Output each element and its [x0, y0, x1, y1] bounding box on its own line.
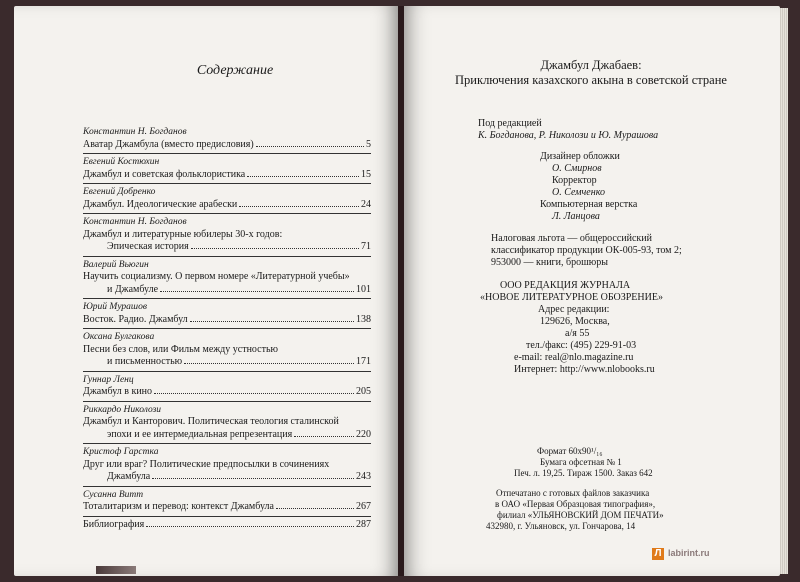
printed-line-3: филиал «УЛЬЯНОВСКИЙ ДОМ ПЕЧАТИ» [497, 510, 664, 520]
phone: тел./факс: (495) 229-91-03 [526, 340, 637, 351]
toc-leader-dots [154, 393, 354, 394]
toc-entry [83, 519, 371, 532]
toc-page-number: 15 [361, 168, 371, 180]
toc-title-line: Восток. Радио. Джамбул [83, 313, 188, 325]
toc-separator [83, 256, 371, 257]
format: Формат 60x90¹/₁₆ [537, 446, 603, 456]
toc-author: Гуннар Ленц [83, 374, 134, 385]
toc-author: Риккардо Николози [83, 404, 162, 415]
toc-separator [83, 298, 371, 299]
toc-page-number: 171 [356, 356, 371, 367]
toc-page-number: 267 [356, 501, 371, 512]
printed-line-1: Отпечатано с готовых файлов заказчика [496, 488, 650, 498]
toc-entry [83, 429, 371, 442]
toc-page-number: 287 [356, 518, 371, 530]
toc-author: Кристоф Гарстка [83, 447, 159, 457]
toc-separator [83, 328, 371, 329]
toc-leader-dots [239, 206, 359, 207]
cover-designer-name: О. Смирнов [552, 163, 602, 174]
toc-separator [83, 183, 371, 184]
toc-leader-dots [190, 321, 354, 322]
toc-separator [83, 516, 371, 517]
toc-leader-dots [256, 146, 364, 147]
toc-leader-dots [191, 248, 359, 249]
printed-line-2: в ОАО «Первая Образцовая типография», [495, 499, 656, 509]
toc-author: Валерий Вьюгин [83, 259, 149, 270]
toc-title-line: Джамбул. Идеологические арабески [83, 198, 238, 210]
toc-author: Юрий Мурашов [83, 302, 147, 312]
toc-entry [83, 241, 371, 254]
address-label: Адрес редакции: [538, 304, 610, 315]
corrector-name: О. Семченко [552, 187, 605, 198]
toc-author: Сусанна Витт [83, 489, 144, 500]
toc-page-number: 5 [366, 138, 371, 150]
toc-title-line: Друг или враг? Политические предпосылки в сочинениях [83, 458, 330, 470]
book-gutter [398, 6, 404, 576]
toc-separator [83, 443, 371, 444]
toc-page-number: 243 [356, 471, 371, 482]
toc-author: Евгений Костюхин [83, 157, 160, 167]
paper: Бумага офсетная № 1 [540, 457, 622, 467]
toc-entry [83, 139, 371, 152]
toc-author: Константин Н. Богданов [83, 127, 187, 137]
page-corner-mark [96, 566, 136, 574]
toc-title-line: Песни без слов, или Фильм между устностью [83, 343, 279, 355]
toc-title: Содержание [196, 63, 274, 78]
toc-leader-dots [146, 526, 354, 527]
toc-title-line: Джамбул в кино [83, 386, 153, 397]
toc-entry [83, 471, 371, 484]
toc-separator [83, 486, 371, 487]
toc-page-number: 71 [361, 241, 371, 252]
corrector-label: Корректор [552, 175, 597, 186]
toc-title-line: Эпическая история [107, 241, 189, 252]
toc-separator [83, 371, 371, 372]
tax-line-2: классификатор продукции ОК-005-93, том 2; [491, 245, 682, 256]
toc-page-number: 101 [356, 283, 371, 295]
toc-leader-dots [247, 176, 359, 177]
toc-title-line: Джамбула [107, 471, 151, 482]
address-line-2: а/я 55 [565, 328, 590, 339]
cover-designer-label: Дизайнер обложки [540, 151, 620, 162]
toc-title-line: Джамбул и советская фольклористика [83, 168, 246, 180]
toc-entry [83, 284, 371, 297]
layout-label: Компьютерная верстка [540, 199, 638, 210]
toc-leader-dots [184, 363, 354, 364]
table-of-contents [83, 126, 371, 531]
toc-author: Евгений Добренко [83, 187, 156, 197]
toc-leader-dots [294, 436, 354, 437]
toc-author: Константин Н. Богданов [83, 217, 187, 227]
toc-page-number: 220 [356, 428, 371, 440]
editors-names: К. Богданова, Р. Николози и Ю. Мурашова [478, 130, 659, 141]
toc-title-line: Джамбул и Канторович. Политическая теология сталинской [83, 416, 339, 427]
toc-title-line: эпохи и ее интермедиальная репрезентация [107, 428, 293, 440]
website: Интернет: http://www.nlobooks.ru [514, 364, 655, 375]
address-line-1: 129626, Москва, [540, 316, 610, 327]
toc-separator [83, 213, 371, 214]
toc-page-number: 138 [356, 313, 371, 325]
toc-page-number: 205 [356, 386, 371, 397]
toc-separator [83, 401, 371, 402]
toc-leader-dots [276, 508, 354, 509]
toc-author: Оксана Булгакова [83, 332, 155, 342]
tax-line-1: Налоговая льгота — общероссийский [491, 233, 652, 244]
tax-line-3: 953000 — книги, брошюры [491, 257, 608, 268]
toc-title-line: Библиография [83, 518, 145, 530]
email: e-mail: real@nlo.magazine.ru [514, 352, 634, 363]
toc-title-line: и Джамбуле [107, 283, 159, 295]
toc-title-line: Аватар Джамбула (вместо предисловия) [83, 138, 254, 150]
book-title-line-1: Джамбул Джабаев: [540, 58, 642, 72]
page-stack-edge [780, 8, 788, 574]
labirint-logo-icon: Л [652, 548, 664, 560]
watermark-text: labirint.ru [668, 548, 710, 558]
book-title-line-2: Приключения казахского акына в советской стране [455, 73, 727, 87]
printed-line-4: 432980, г. Ульяновск, ул. Гончарова, 14 [486, 521, 636, 531]
toc-leader-dots [160, 291, 354, 292]
editors-label: Под редакцией [478, 118, 542, 129]
toc-leader-dots [152, 478, 354, 479]
toc-title-line: Тоталитаризм и перевод: контекст Джамбула [83, 501, 274, 512]
toc-entry [83, 501, 371, 514]
book-title [402, 58, 780, 88]
toc-entry [83, 386, 371, 399]
layout-name: Л. Ланцова [552, 211, 600, 222]
toc-entry [83, 356, 371, 369]
publisher-line-1: ООО РЕДАКЦИЯ ЖУРНАЛА [500, 280, 631, 291]
toc-entry [83, 199, 371, 212]
toc-entry [83, 314, 371, 327]
toc-page-number: 24 [361, 198, 371, 210]
print-info: Печ. л. 19,25. Тираж 1500. Заказ 642 [514, 468, 653, 478]
toc-title-line: и письменностью [107, 356, 183, 367]
toc-separator [83, 153, 371, 154]
publisher-line-2: «НОВОЕ ЛИТЕРАТУРНОЕ ОБОЗРЕНИЕ» [480, 292, 663, 303]
toc-entry [83, 169, 371, 182]
toc-title-line: Джамбул и литературные юбилеры 30-х годов: [83, 228, 283, 240]
toc-title-line: Научить социализму. О первом номере «Литературной учебы» [83, 271, 350, 282]
